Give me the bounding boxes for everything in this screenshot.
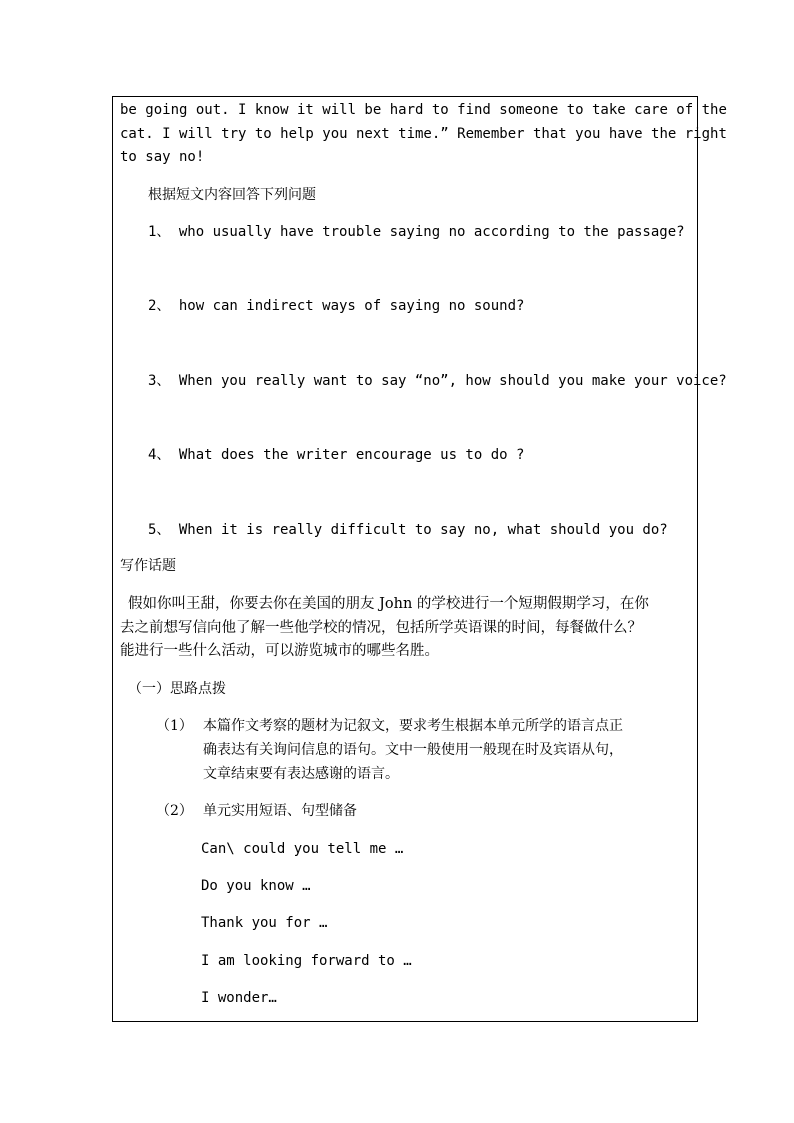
point-2-text: 单元实用短语、句型储备 (203, 803, 357, 819)
question-1: 1、 who usually have trouble saying no according to the passage? (148, 224, 685, 240)
point-2-number: （2） (156, 803, 193, 819)
phrase-4: I am looking forward to … (201, 953, 412, 969)
section-heading: （一）思路点拨 (128, 681, 226, 697)
point-1-line-2: 确表达有关询问信息的语句。文中一般使用一般现在时及宾语从句， (203, 742, 623, 758)
writing-prompt-line-3: 能进行一些什么活动，可以游览城市的哪些名胜。 (120, 643, 439, 659)
question-3: 3、 When you really want to say “no”, how should you make your voice? (148, 373, 727, 389)
question-5: 5、 When it is really difficult to say no, what should you do? (148, 522, 668, 538)
writing-heading: 写作话题 (120, 558, 176, 574)
point-1-line-3: 文章结束要有表达感谢的语言。 (203, 766, 399, 782)
passage-line-1: be going out. I know it will be hard to find someone to take care of the (120, 102, 727, 118)
point-1-line-1: 本篇作文考察的题材为记叙文，要求考生根据本单元所学的语言点正 (203, 718, 623, 734)
question-2: 2、 how can indirect ways of saying no sound? (148, 298, 525, 314)
phrase-1: Can\ could you tell me … (201, 841, 404, 857)
writing-prompt-line-1: 假如你叫王甜，你要去你在美国的朋友 John 的学校进行一个短期假期学习，在你 (128, 596, 649, 612)
writing-prompt-line-2: 去之前想写信向他了解一些他学校的情况，包括所学英语课的时间，每餐做什么？ (120, 620, 642, 636)
question-4: 4、 What does the writer encourage us to do ? (148, 447, 525, 463)
passage-line-3: to say no! (120, 149, 205, 165)
phrase-3: Thank you for … (201, 915, 328, 931)
phrase-5: I wonder… (201, 990, 277, 1006)
questions-intro: 根据短文内容回答下列问题 (148, 187, 316, 203)
passage-line-2: cat. I will try to help you next time.” Remember that you have the right (120, 126, 727, 142)
phrase-2: Do you know … (201, 878, 311, 894)
point-1-number: （1） (156, 718, 193, 734)
